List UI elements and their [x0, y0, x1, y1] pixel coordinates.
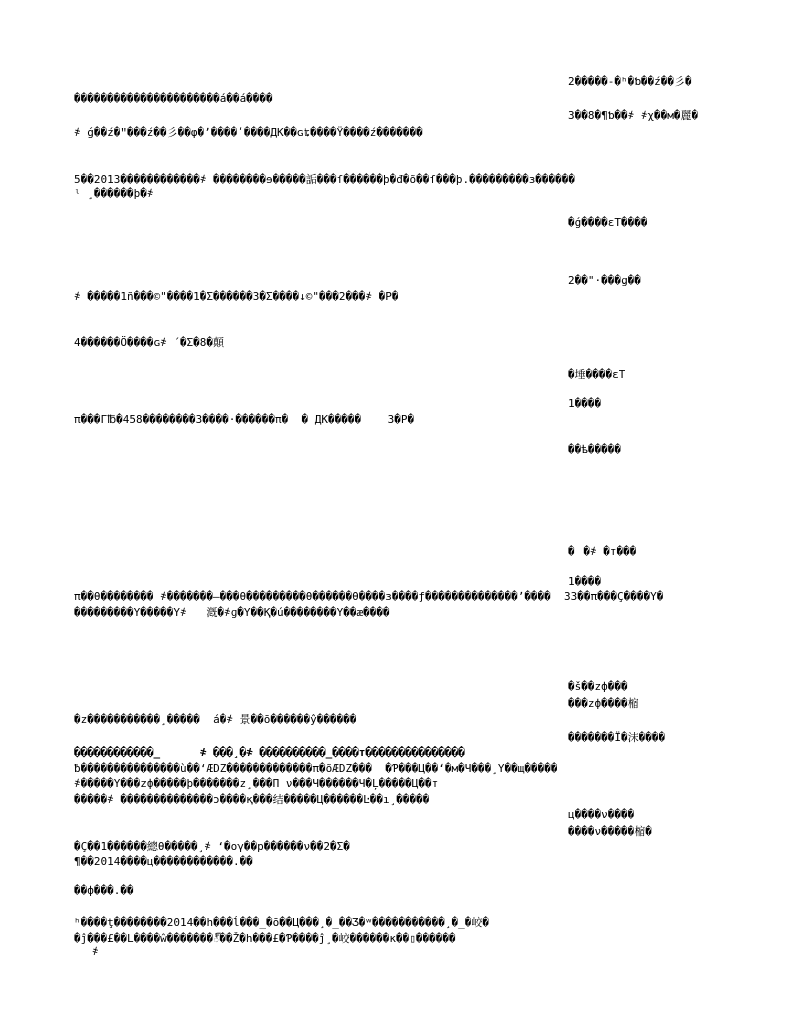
- side-entry-4: 2��"·���ց��: [568, 274, 641, 287]
- side-entry-3: �ǵ����εТ����: [568, 216, 648, 229]
- main-line-12c: ҂: [92, 945, 99, 958]
- main-line-10b: ¶��2014����ц������������.��: [74, 855, 253, 868]
- main-line-9d: �����҂ ��������������ɔ����қ���结�����Ц������Ŀ��ı¸�����: [74, 793, 430, 806]
- main-line-12b: �ĵ���£��L����ŵ�������్��Ž�h���£�Ƥ����ĵ¸�峧������к��▯������: [74, 932, 456, 945]
- main-line-10a: �Ç��1������總θ�����¸҂ ‘�ογ��р������ν��2�Σ�: [74, 840, 350, 853]
- main-line-6: π���Γ℔�458��������3����·������π� � ДК����� 3�Р�: [74, 413, 415, 426]
- side-entry-2: 3��8�¶ƅ��҂ ҂χ��м�麗�: [568, 109, 699, 122]
- side-entry-1: 2�����-�ʰ�ƅ��ź��彡�: [568, 75, 692, 88]
- main-line-4: ҂ �����1ñ���©"����1�Σ������3�Σ����↓©"���2���҂ �Р�: [74, 290, 399, 303]
- main-line-2: ҂ ǵ��ź�ʺ���ź��彡��φ�ʼ����ʹ����ДК��ɢʨ����Ÿ����ź�������: [74, 126, 423, 139]
- main-line-9c: ҂�����Y���zф�����þ�������z¸���П ν���Ч������Ч�Ļ�����Ц��т: [74, 777, 439, 790]
- side-entry-13: ц����ν����: [568, 808, 635, 821]
- main-line-12a: ʰ����ţ��������2014��h���ĺ���_�ō��Ц���¸�_��Ʒ�ʷ�����������¸�_�峧�: [74, 916, 489, 929]
- main-line-9b: ƀ���������������ù��‘ÆDZ�������������π�õÆDZ��� �Ƥ���Ц��ʻ�м�Ч���¸Y��щ�����: [74, 762, 558, 775]
- side-entry-8: ��҂ �т���: [568, 545, 637, 558]
- side-entry-5: �埵����εТ: [568, 368, 626, 381]
- main-line-7a: π��θ�������� ҂�������–���θ���������θ������θ����з����ƒ��������������ʼ���� 33��π���Ç����Y�: [74, 590, 664, 603]
- side-entry-9: 1����: [568, 575, 602, 588]
- main-heading-line: ����������������������á��á����: [74, 92, 273, 105]
- main-line-5: 4������Ö����ɢ҂ ´�Ʃ�8�顛: [74, 336, 225, 349]
- side-entry-14: ����ν�����樎�: [568, 825, 652, 838]
- main-line-3a: 5��2013������������҂ ��������ɘ�����詬���ſ������þ�đ�õ��ſ���þ.���������з������: [74, 173, 576, 186]
- side-entry-6: 1����: [568, 397, 602, 410]
- side-entry-12: �������Ï�沫����: [568, 731, 666, 744]
- main-line-9a: ������������_ ҂ ���¸�҂ ����������_����т���������������: [74, 746, 465, 759]
- main-line-11: ��ф���.��: [74, 884, 134, 897]
- side-entry-11: ���zф����樎: [568, 697, 639, 710]
- main-line-8: �z�����������¸����� á�҂ 景��ō������ŷ������: [74, 713, 357, 726]
- main-line-3b: ˡ ¸������þ�҂: [74, 187, 154, 200]
- main-line-7b: ���������Y�����Y҂ 漑�҂ɡ�Y��Қ�ú��������Y��æ����: [74, 606, 390, 619]
- side-entry-7: ��ѣ�����: [568, 443, 621, 456]
- side-entry-10: �š��zф���: [568, 680, 628, 693]
